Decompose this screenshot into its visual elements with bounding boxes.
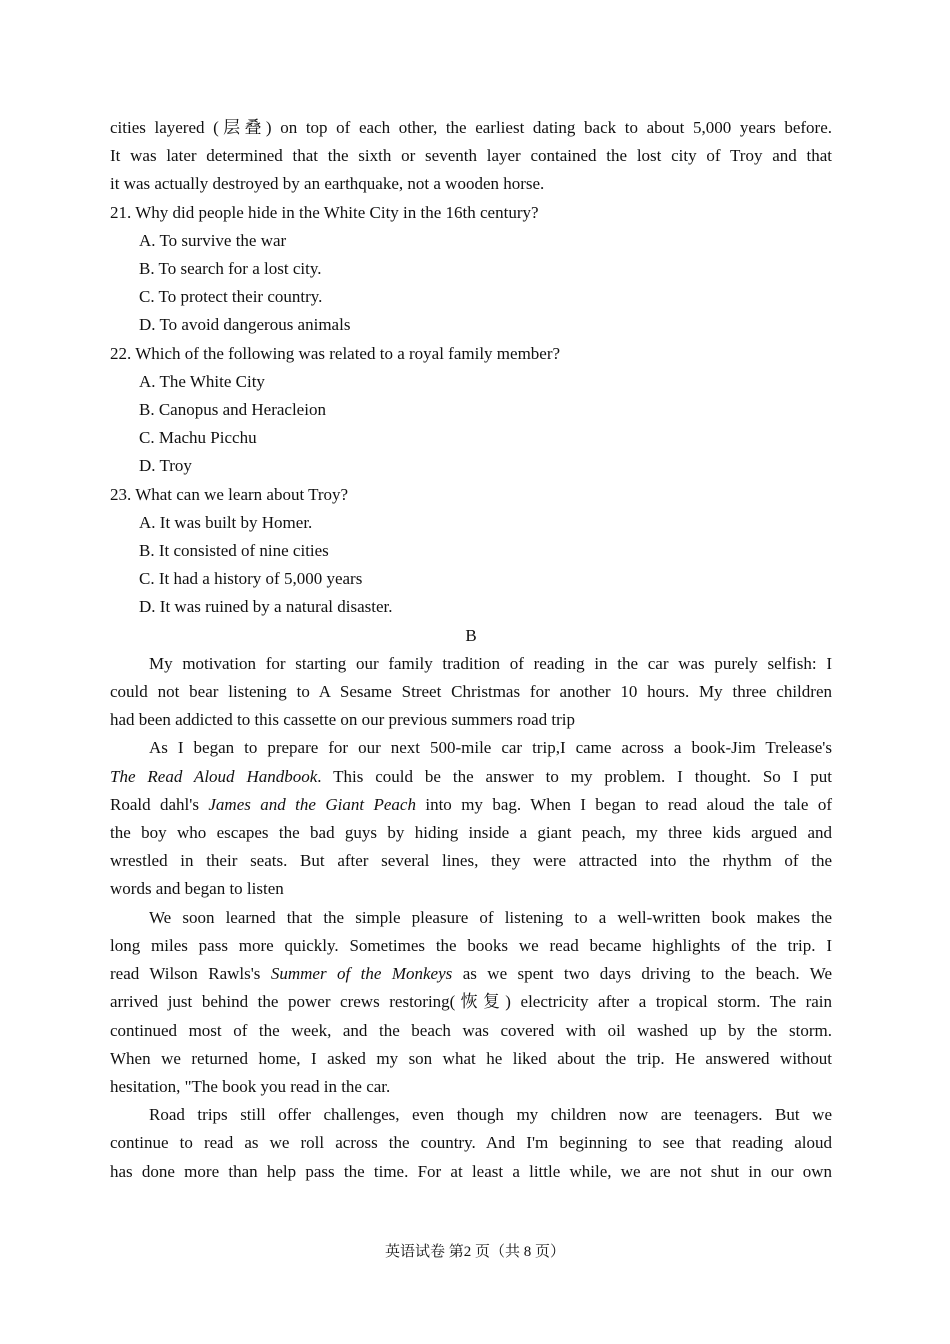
paragraph-2-line: words and began to listen xyxy=(110,879,284,899)
paragraph-text: into my bag. When I began to read aloud the tale of xyxy=(415,794,833,814)
paragraph-3-line: long miles pass more quickly. Sometimes the books we read became highlights of the trip. I xyxy=(110,935,832,955)
paragraph-4-line: Road trips still offer challenges, even though my children now are teenagers. But we xyxy=(149,1105,832,1125)
paragraph-2-line: the boy who escapes the bad guys by hiding inside a giant peach, my three kids argued and xyxy=(110,823,832,843)
question-22-option-b: B. Canopus and Heracleion xyxy=(139,400,326,420)
page-footer: 英语试卷 第2 页（共 8 页） xyxy=(384,1244,565,1260)
question-22-option-a: A. The White City xyxy=(139,371,265,391)
paragraph-1-line: had been addicted to this cassette on our previous summers road trip xyxy=(110,710,576,730)
paragraph-2-line xyxy=(110,763,832,791)
question-22-option-d: D. Troy xyxy=(139,456,192,476)
paragraph-text: Roald dahl's xyxy=(110,794,209,814)
paragraph-3-line: When we returned home, I asked my son what he liked about the trip. He answered without xyxy=(110,1048,832,1068)
exam-page xyxy=(110,114,832,1186)
question-21-option-b: B. To search for a lost city. xyxy=(139,259,322,279)
question-21-stem: 21. Why did people hide in the White City in the 16th century? xyxy=(110,202,539,222)
paragraph-4-line: continue to read as we roll across the country. And I'm beginning to see that reading aloud xyxy=(110,1133,832,1153)
book-title: The Read Aloud Handbook xyxy=(110,766,318,786)
paragraph-1-line: could not bear listening to A Sesame Street Christmas for another 10 hours. My three children xyxy=(110,682,832,702)
question-23-option-c: C. It had a history of 5,000 years xyxy=(139,569,363,589)
paragraph-2-line: wrestled in their seats. But after several lines, they were attracted into the rhythm of the xyxy=(110,851,832,871)
paragraph-3-line: hesitation, "The book you read in the car. xyxy=(110,1076,391,1096)
question-22-stem: 22. Which of the following was related to a royal family member? xyxy=(110,343,561,363)
paragraph-2-line xyxy=(110,791,832,819)
passage-line: it was actually destroyed by an earthquake, not a wooden horse. xyxy=(110,174,545,194)
paragraph-text: . This could be the answer to my problem. I thought. So I put xyxy=(317,766,832,786)
paragraph-2-line: As I began to prepare for our next 500-mile car trip,I came across a book-Jim Trelease's xyxy=(149,738,832,758)
question-23-option-b: B. It consisted of nine cities xyxy=(139,541,329,561)
question-23-option-d: D. It was ruined by a natural disaster. xyxy=(139,597,393,617)
passage-line: It was later determined that the sixth or seventh layer contained the lost city of Troy and that xyxy=(110,146,832,166)
passage-line: cities layered (层叠) on top of each other, the earliest dating back to about 5,000 years before. xyxy=(110,118,832,137)
paragraph-text: as we spent two days driving to the beach. We xyxy=(452,964,832,984)
question-21-option-d: D. To avoid dangerous animals xyxy=(139,315,351,335)
question-21-option-a: A. To survive the war xyxy=(139,230,287,250)
question-21-option-c: C. To protect their country. xyxy=(139,287,323,307)
paragraph-3-line: We soon learned that the simple pleasure of listening to a well-written book makes the xyxy=(149,907,832,927)
paragraph-3-line xyxy=(110,960,832,988)
paragraph-text: read Wilson Rawls's xyxy=(110,964,271,984)
paragraph-1-line: My motivation for starting our family tradition of reading in the car was purely selfish: I xyxy=(149,653,832,673)
question-23-option-a: A. It was built by Homer. xyxy=(139,512,313,532)
book-title: Summer of the Monkeys xyxy=(270,964,453,984)
book-title: James and the Giant Peach xyxy=(208,794,416,814)
paragraph-4-line: has done more than help pass the time. For at least a little while, we are not shut in our own xyxy=(110,1161,832,1181)
question-23-stem: 23. What can we learn about Troy? xyxy=(110,484,349,504)
paragraph-3-line: arrived just behind the power crews restoring(恢复) electricity after a tropical storm. The rain xyxy=(110,992,832,1012)
section-heading: B xyxy=(465,625,477,645)
question-22-option-c: C. Machu Picchu xyxy=(139,428,257,448)
paragraph-3-line: continued most of the week, and the beach was covered with oil washed up by the storm. xyxy=(110,1020,832,1040)
